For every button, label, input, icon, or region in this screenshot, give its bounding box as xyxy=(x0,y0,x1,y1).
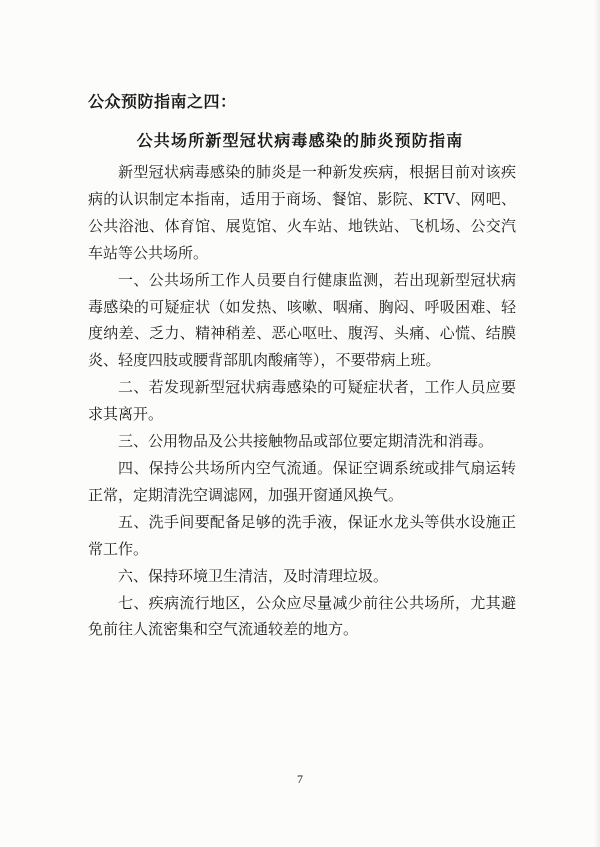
paragraph-item-4: 四、保持公共场所内空气流通。保证空调系统或排气扇运转正常，定期清洗空调滤网，加强开窗通风换气。 xyxy=(88,458,516,504)
paragraph-item-7: 七、疾病流行地区，公众应尽量减少前往公共场所，尤其避免前往人流密集和空气流通较差的地方。 xyxy=(88,593,516,639)
paragraph-item-2: 二、若发现新型冠状病毒感染的可疑症状者，工作人员应要求其离开。 xyxy=(88,378,516,424)
page-number: 7 xyxy=(297,772,303,786)
document-title: 公共场所新型冠状病毒感染的肺炎预防指南 xyxy=(136,131,464,150)
document-body xyxy=(88,159,516,643)
paragraph-item-5: 五、洗手间要配备足够的洗手液，保证水龙头等供水设施正常工作。 xyxy=(88,512,516,558)
paragraph-item-3: 三、公用物品及公共接触物品或部位要定期清洗和消毒。 xyxy=(118,432,494,451)
paragraph-item-1: 一、公共场所工作人员要自行健康监测，若出现新型冠状病毒感染的可疑症状（如发热、咳嗽、咽痛、胸闷、呼吸困难、轻度纳差、乏力、精神稍差、恶心呕吐、腹泻、头痛、心慌、结膜炎、轻度四肢或腰背部肌肉酸痛等），不要带病上班。 xyxy=(88,270,516,370)
section-heading: 公众预防指南之四： xyxy=(88,92,237,111)
paragraph-item-6: 六、保持环境卫生清洁，及时清理垃圾。 xyxy=(118,566,389,585)
paragraph-intro: 新型冠状病毒感染的肺炎是一种新发疾病，根据目前对该疾病的认识制定本指南，适用于商场、餐馆、影院、KTV、网吧、公共浴池、体育馆、展览馆、火车站、地铁站、飞机场、公交汽车站等公共场所。 xyxy=(88,163,516,262)
